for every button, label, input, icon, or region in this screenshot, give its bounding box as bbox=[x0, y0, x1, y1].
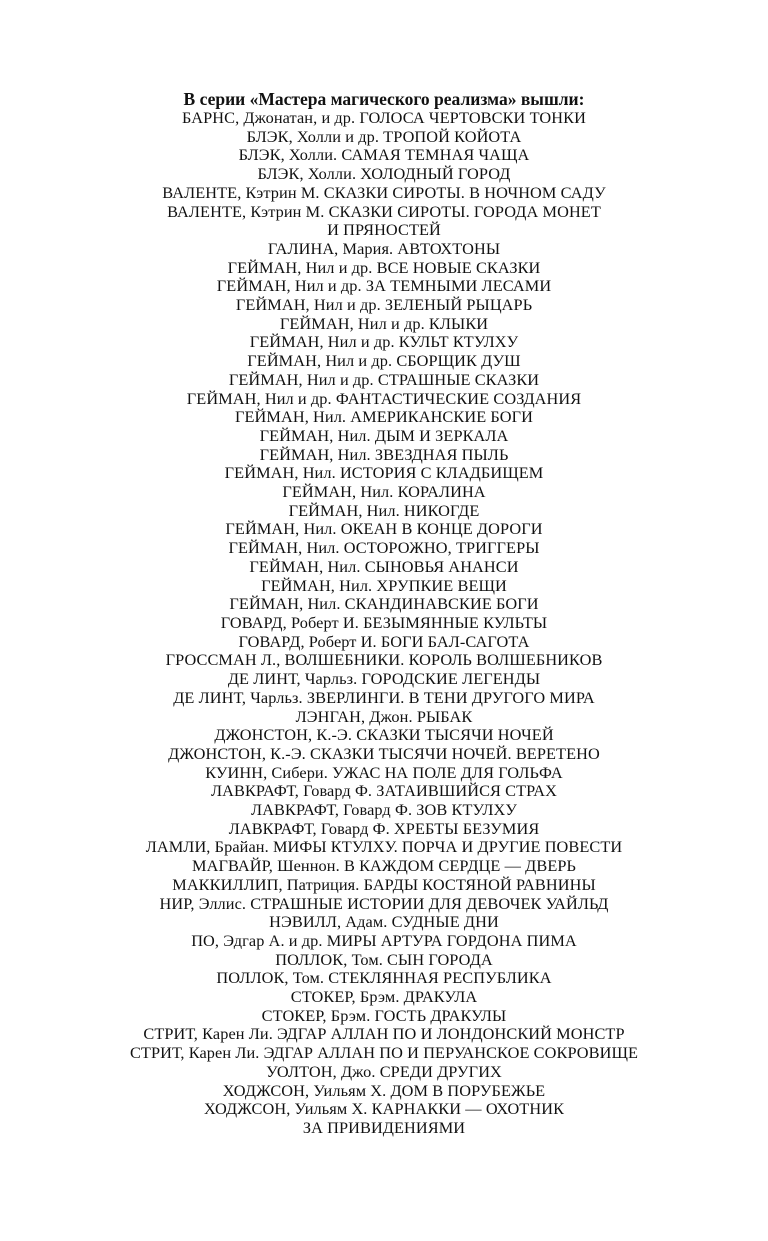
book-list-item: ГАЛИНА, Мария. АВТОХТОНЫ bbox=[267, 238, 501, 258]
book-list-item: УОЛТОН, Джо. СРЕДИ ДРУГИХ bbox=[266, 1061, 502, 1081]
book-list-item: ГЕЙМАН, Нил и др. СТРАШНЫЕ СКАЗКИ bbox=[228, 369, 540, 389]
book-list-item: ГОВАРД, Роберт И. БОГИ БАЛ-САГОТА bbox=[238, 631, 530, 651]
book-list-item: ГЕЙМАН, Нил. ИСТОРИЯ С КЛАДБИЩЕМ bbox=[224, 463, 544, 483]
book-list-item: ЛАМЛИ, Брайан. МИФЫ КТУЛХУ. ПОРЧА И ДРУГИЕ ПОВЕСТИ bbox=[145, 837, 623, 857]
book-list-item: ДЕ ЛИНТ, Чарльз. ЗВЕРЛИНГИ. В ТЕНИ ДРУГОГО МИРА bbox=[173, 687, 595, 707]
book-list-item: СТРИТ, Карен Ли. ЭДГАР АЛЛАН ПО И ПЕРУАНСКОЕ СОКРОВИЩЕ bbox=[129, 1043, 639, 1063]
book-list-item: ГЕЙМАН, Нил и др. СБОРЩИК ДУШ bbox=[247, 351, 521, 371]
book-list-item: ГЕЙМАН, Нил. СЫНОВЬЯ АНАНСИ bbox=[249, 556, 519, 576]
book-list-item: ГЕЙМАН, Нил и др. КЛЫКИ bbox=[279, 313, 489, 333]
book-list-item: ЛАВКРАФТ, Говард Ф. ЗОВ КТУЛХУ bbox=[251, 800, 517, 820]
book-list-item: ХОДЖСОН, Уильям Х. КАРНАККИ — ОХОТНИК bbox=[203, 1099, 565, 1119]
book-list-item: ГЕЙМАН, Нил. НИКОГДЕ bbox=[288, 500, 480, 520]
book-list-item: ГЕЙМАН, Нил. СКАНДИНАВСКИЕ БОГИ bbox=[229, 594, 539, 614]
book-list-item: БЛЭК, Холли и др. ТРОПОЙ КОЙОТА bbox=[246, 126, 522, 146]
book-list-item: ГЕЙМАН, Нил. ОКЕАН В КОНЦЕ ДОРОГИ bbox=[225, 519, 543, 539]
book-list-item: ЗА ПРИВИДЕНИЯМИ bbox=[302, 1117, 466, 1137]
book-list-item: ГЕЙМАН, Нил. АМЕРИКАНСКИЕ БОГИ bbox=[234, 407, 533, 427]
book-list-item: ГЕЙМАН, Нил. ДЫМ И ЗЕРКАЛА bbox=[259, 425, 509, 445]
book-list-item: ДЕ ЛИНТ, Чарльз. ГОРОДСКИЕ ЛЕГЕНДЫ bbox=[227, 669, 541, 689]
book-list-item: ЛАВКРАФТ, Говард Ф. ХРЕБТЫ БЕЗУМИЯ bbox=[228, 818, 540, 838]
book-list-item: ДЖОНСТОН, К.-Э. СКАЗКИ ТЫСЯЧИ НОЧЕЙ bbox=[214, 725, 554, 745]
book-list-item: ГЕЙМАН, Нил. ОСТОРОЖНО, ТРИГГЕРЫ bbox=[228, 538, 540, 558]
book-list-item: КУИНН, Сибери. УЖАС НА ПОЛЕ ДЛЯ ГОЛЬФА bbox=[205, 762, 563, 782]
book-list-item: БЛЭК, Холли. ХОЛОДНЫЙ ГОРОД bbox=[257, 164, 511, 184]
book-list-item: ГОВАРД, Роберт И. БЕЗЫМЯННЫЕ КУЛЬТЫ bbox=[220, 612, 548, 632]
book-list-item: ГЕЙМАН, Нил и др. ЗА ТЕМНЫМИ ЛЕСАМИ bbox=[216, 276, 552, 296]
book-list-item: БАРНС, Джонатан, и др. ГОЛОСА ЧЕРТОВСКИ ТОНКИ bbox=[182, 108, 586, 127]
book-list-item: ХОДЖСОН, Уильям Х. ДОМ В ПОРУБЕЖЬЕ bbox=[222, 1080, 546, 1100]
book-list-item: ГЕЙМАН, Нил и др. ЗЕЛЕНЫЙ РЫЦАРЬ bbox=[235, 295, 533, 315]
book-list-item: ГЕЙМАН, Нил и др. КУЛЬТ КТУЛХУ bbox=[249, 332, 519, 352]
book-list-item: ЛЭНГАН, Джон. РЫБАК bbox=[295, 706, 473, 726]
book-list-item: ГЕЙМАН, Нил и др. ФАНТАСТИЧЕСКИЕ СОЗДАНИЯ bbox=[186, 388, 582, 408]
book-list-item: ГЕЙМАН, Нил. ХРУПКИЕ ВЕЩИ bbox=[261, 575, 507, 595]
book-list-item: НЭВИЛЛ, Адам. СУДНЫЕ ДНИ bbox=[269, 912, 499, 932]
book-list-item: СТОКЕР, Брэм. ГОСТЬ ДРАКУЛЫ bbox=[261, 1005, 507, 1025]
book-list-item: МАККИЛЛИП, Патриция. БАРДЫ КОСТЯНОЙ РАВНИНЫ bbox=[172, 874, 596, 894]
book-list-item: ГЕЙМАН, Нил и др. ВСЕ НОВЫЕ СКАЗКИ bbox=[227, 257, 541, 277]
book-list bbox=[0, 109, 768, 1138]
book-list-item: СТОКЕР, Брэм. ДРАКУЛА bbox=[290, 987, 478, 1007]
book-list-item: ДЖОНСТОН, К.-Э. СКАЗКИ ТЫСЯЧИ НОЧЕЙ. ВЕРЕТЕНО bbox=[168, 743, 600, 763]
series-heading: В серии «Мастера магического реализма» вышли: bbox=[183, 89, 585, 109]
book-list-item: ПО, Эдгар А. и др. МИРЫ АРТУРА ГОРДОНА ПИМА bbox=[191, 930, 577, 950]
book-list-item: ПОЛЛОК, Том. СЫН ГОРОДА bbox=[275, 949, 493, 969]
book-list-item: СТРИТ, Карен Ли. ЭДГАР АЛЛАН ПО И ЛОНДОНСКИЙ МОНСТР bbox=[143, 1024, 625, 1044]
book-list-item: МАГВАЙР, Шеннон. В КАЖДОМ СЕРДЦЕ — ДВЕРЬ bbox=[192, 856, 576, 876]
book-list-item: ГЕЙМАН, Нил. КОРАЛИНА bbox=[282, 482, 486, 502]
book-list-item: НИР, Эллис. СТРАШНЫЕ ИСТОРИИ ДЛЯ ДЕВОЧЕК УАЙЛЬД bbox=[159, 893, 609, 913]
book-list-item: ВАЛЕНТЕ, Кэтрин М. СКАЗКИ СИРОТЫ. В НОЧНОМ САДУ bbox=[162, 182, 606, 202]
book-list-item: ГРОССМАН Л., ВОЛШЕБНИКИ. КОРОЛЬ ВОЛШЕБНИКОВ bbox=[165, 650, 603, 670]
book-list-item: ГЕЙМАН, Нил. ЗВЕЗДНАЯ ПЫЛЬ bbox=[259, 444, 509, 464]
book-list-item: БЛЭК, Холли. САМАЯ ТЕМНАЯ ЧАЩА bbox=[238, 145, 530, 165]
book-list-item: ЛАВКРАФТ, Говард Ф. ЗАТАИВШИЙСЯ СТРАХ bbox=[211, 781, 557, 801]
book-list-item: ВАЛЕНТЕ, Кэтрин М. СКАЗКИ СИРОТЫ. ГОРОДА МОНЕТ bbox=[167, 201, 601, 221]
book-series-page bbox=[0, 90, 768, 1138]
book-list-item: И ПРЯНОСТЕЙ bbox=[327, 220, 441, 240]
book-list-item: ПОЛЛОК, Том. СТЕКЛЯННАЯ РЕСПУБЛИКА bbox=[216, 968, 552, 988]
